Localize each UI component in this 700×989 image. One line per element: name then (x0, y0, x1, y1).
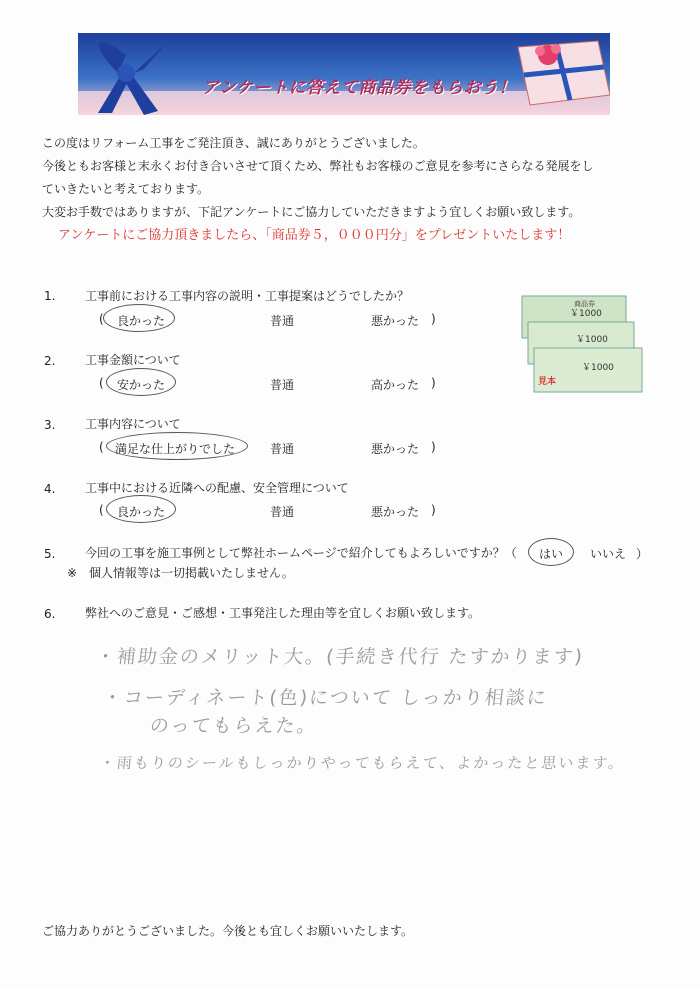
question-4-text: 工事中における近隣への配慮、安全管理について (85, 481, 349, 495)
question-3-number: 3. (44, 418, 56, 432)
question-2-option-expensive[interactable]: 高かった (371, 378, 420, 392)
question-2-option-cheap[interactable]: 安かった (117, 378, 166, 392)
question-4-option-bad[interactable]: 悪かった (371, 505, 420, 519)
question-1-option-good[interactable]: 良かった (117, 314, 166, 328)
paren-open: ( (99, 376, 104, 390)
question-5-number: 5. (44, 547, 56, 561)
handwritten-comment-4: ・雨もりのシールもしっかりやってもらえて、よかったと思います。 (99, 754, 627, 772)
gift-certificate-image (520, 292, 646, 396)
question-1-number: 1. (44, 289, 56, 303)
banner-title: アンケートに答えて商品券をもらおう！ (202, 78, 516, 98)
selected-answer-circle (103, 304, 175, 332)
footer-thanks: ご協力ありがとうございました。今後とも宜しくお願いいたします。 (42, 924, 414, 938)
ticket-amount-1: ￥1000 (570, 309, 602, 319)
selected-answer-circle (528, 538, 574, 566)
paren-close: ) (431, 376, 436, 390)
question-1-option-bad[interactable]: 悪かった (371, 314, 420, 328)
question-2-option-normal[interactable]: 普通 (270, 378, 295, 392)
ticket-amount-3: ￥1000 (582, 363, 614, 373)
selected-answer-circle (106, 432, 248, 460)
question-4-option-normal[interactable]: 普通 (270, 505, 295, 519)
question-6-number: 6. (44, 607, 56, 621)
paren-open: ( (99, 440, 104, 454)
paren-close: ) (431, 312, 436, 326)
paren-close: ) (431, 440, 436, 454)
question-1-text: 工事前における工事内容の説明・工事提案はどうでしたか？ (85, 289, 410, 303)
question-5-text: 今回の工事を施工事例として弊社ホームページで紹介してもよろしいですか？（ (85, 546, 517, 560)
question-5-option-no[interactable]: いいえ (590, 547, 627, 561)
question-4-number: 4. (44, 482, 56, 496)
intro-line-1: この度はリフォーム工事をご発注頂き、誠にありがとうございました。 (42, 136, 425, 150)
paren-open: ( (99, 503, 104, 517)
selected-answer-circle (106, 495, 176, 523)
question-3-option-satisfied[interactable]: 満足な仕上がりでした (115, 442, 236, 456)
handwritten-comment-1: ・補助金のメリット大。(手続き代行 たすかります) (94, 646, 586, 668)
question-4-option-good[interactable]: 良かった (117, 505, 166, 519)
question-3-option-bad[interactable]: 悪かった (371, 442, 420, 456)
privacy-note: ※ 個人情報等は一切掲載いたしません。 (67, 566, 294, 580)
promo-text: アンケートにご協力頂きましたら、「商品券５，０００円分」をプレゼントいたします！ (58, 228, 571, 243)
selected-answer-circle (106, 368, 176, 396)
question-2-number: 2. (44, 354, 56, 368)
ticket-sample-stamp: 見本 (538, 377, 557, 387)
handwritten-comment-3: のってもらえた。 (148, 715, 319, 737)
gift-box-icon (518, 41, 610, 105)
question-3-option-normal[interactable]: 普通 (270, 442, 295, 456)
question-3-text: 工事内容について (85, 417, 181, 431)
intro-line-2: 今後ともお客様と末永くお付き合いさせて頂くため、弊社もお客様のご意見を参考にさらなる発展をし (42, 159, 594, 173)
question-5-option-yes[interactable]: はい (539, 547, 564, 561)
paren-close: ) (431, 503, 436, 517)
intro-line-4: 大変お手数ではありますが、下記アンケートにご協力していただきますよう宜しくお願い致します。 (42, 205, 581, 219)
intro-line-3: ていきたいと考えております。 (42, 182, 210, 196)
question-6-text: 弊社へのご意見・ご感想・工事発注した理由等を宜しくお願い致します。 (85, 606, 481, 620)
question-2-text: 工事金額について (85, 353, 181, 367)
ticket-amount-2: ￥1000 (576, 335, 608, 345)
paren-open: ( (99, 312, 104, 326)
handwritten-comment-2: ・コーディネート(色)について しっかり相談に (101, 687, 549, 709)
ticket-label: 商品券 (574, 300, 595, 308)
question-1-option-normal[interactable]: 普通 (270, 314, 295, 328)
paren-close: ） (636, 547, 649, 561)
